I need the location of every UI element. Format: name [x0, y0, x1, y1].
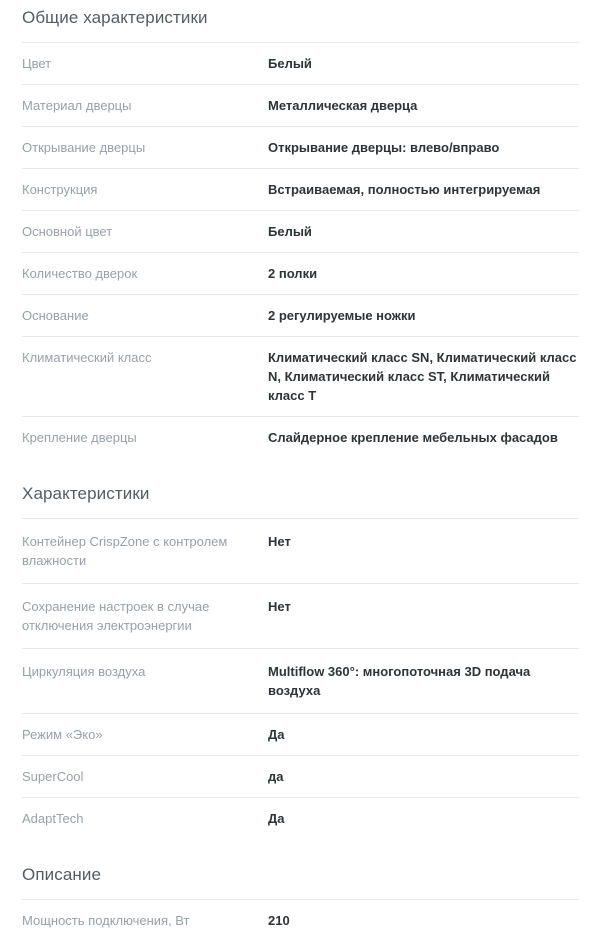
spec-name: AdaptTech: [22, 798, 268, 840]
table-row: [22, 714, 579, 756]
spec-table: [22, 899, 579, 941]
spec-name: Крепление дверцы: [22, 417, 268, 459]
spec-value: 2 полки: [268, 253, 579, 295]
table-row: [22, 337, 579, 417]
table-row: [22, 584, 579, 649]
spec-value: Multiflow 360°: многопоточная 3D подача воздуха: [268, 649, 579, 714]
spec-value: Встраиваемая, полностью интегрируемая: [268, 169, 579, 211]
spec-name: Основной цвет: [22, 211, 268, 253]
table-row: [22, 900, 579, 941]
spec-name: Основание: [22, 295, 268, 337]
table-row: [22, 127, 579, 169]
section-title: Характеристики: [22, 484, 579, 504]
table-row: [22, 169, 579, 211]
spec-value: Климатический класс SN, Климатический класс N, Климатический класс ST, Климатический класс Т: [268, 337, 579, 417]
table-row: [22, 85, 579, 127]
spec-value: 210: [268, 900, 579, 941]
table-row: [22, 649, 579, 714]
spec-name: Мощность подключения, Вт: [22, 900, 268, 941]
section-divider-space: [22, 839, 579, 865]
spec-value: Белый: [268, 43, 579, 85]
spec-name: Открывание дверцы: [22, 127, 268, 169]
table-row: [22, 798, 579, 840]
spec-value: да: [268, 756, 579, 798]
table-row: [22, 211, 579, 253]
spec-value: Нет: [268, 584, 579, 649]
section-general-specs: [22, 0, 579, 458]
spec-name: Сохранение настроек в случае отключения электроэнергии: [22, 584, 268, 649]
spec-value: Открывание дверцы: влево/вправо: [268, 127, 579, 169]
spec-value: Нет: [268, 519, 579, 584]
spec-value: Металлическая дверца: [268, 85, 579, 127]
spec-value: Да: [268, 714, 579, 756]
spec-name: Количество дверок: [22, 253, 268, 295]
spec-name: Режим «Эко»: [22, 714, 268, 756]
spec-name: Контейнер CrispZone с контролем влажности: [22, 519, 268, 584]
spec-name: Материал дверцы: [22, 85, 268, 127]
table-row: [22, 519, 579, 584]
spec-table: [22, 42, 579, 458]
spec-name: Цвет: [22, 43, 268, 85]
table-row: [22, 43, 579, 85]
spec-name: SuperCool: [22, 756, 268, 798]
section-title: Описание: [22, 865, 579, 885]
section-divider-space: [22, 458, 579, 484]
section-features: [22, 484, 579, 839]
spec-value: Белый: [268, 211, 579, 253]
spec-name: Циркуляция воздуха: [22, 649, 268, 714]
table-row: [22, 756, 579, 798]
table-row: [22, 295, 579, 337]
section-description: [22, 865, 579, 941]
spec-name: Конструкция: [22, 169, 268, 211]
table-row: [22, 417, 579, 459]
spec-value: 2 регулируемые ножки: [268, 295, 579, 337]
section-title: Общие характеристики: [22, 0, 579, 28]
table-row: [22, 253, 579, 295]
spec-table: [22, 518, 579, 839]
spec-value: Слайдерное крепление мебельных фасадов: [268, 417, 579, 459]
spec-value: Да: [268, 798, 579, 840]
spec-name: Климатический класс: [22, 337, 268, 417]
